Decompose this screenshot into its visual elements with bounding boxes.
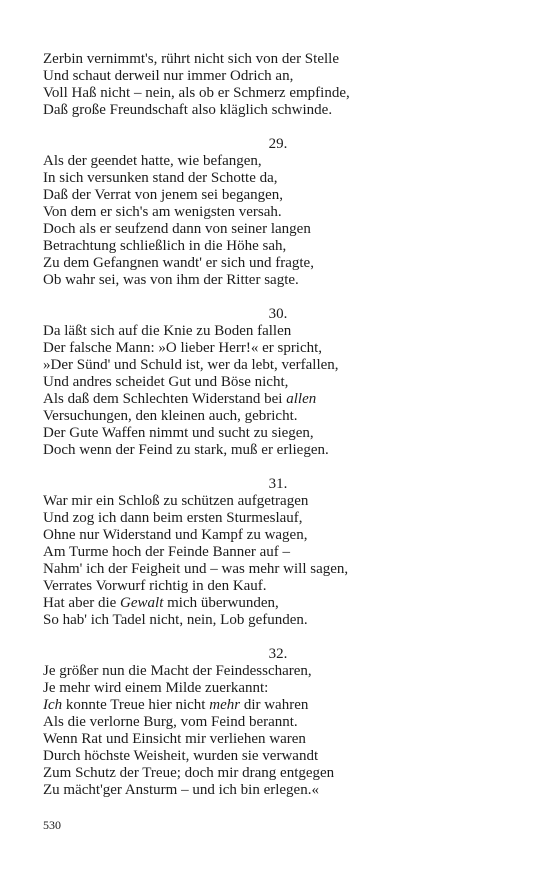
stanza-number: 30. (268, 306, 288, 322)
verse-line: Von dem er sich's am wenigsten versah. (43, 204, 282, 220)
verse-line: Zu dem Gefangnen wandt' er sich und fragte, (43, 255, 314, 271)
verse-line: Daß große Freundschaft also kläglich schwinde. (43, 102, 333, 118)
verse-line: So hab' ich Tadel nicht, nein, Lob gefunden. (43, 612, 308, 628)
stanza-30 (43, 306, 513, 459)
verse-line: Und zog ich dann beim ersten Sturmeslauf, (43, 510, 303, 526)
stanza-number: 31. (268, 476, 288, 492)
verse-line: Ob wahr sei, was von ihm der Ritter sagte. (43, 272, 299, 288)
verse-line: Zerbin vernimmt's, rührt nicht sich von der Stelle (43, 51, 339, 67)
verse-line: Ich konnte Treue hier nicht mehr dir wahren (43, 697, 309, 713)
verse-line: »Der Sünd' und Schuld ist, wer da lebt, verfallen, (43, 357, 339, 373)
verse-line: Doch wenn der Feind zu stark, muß er erliegen. (43, 442, 329, 458)
verse-line: In sich versunken stand der Schotte da, (43, 170, 278, 186)
verse-line: Da läßt sich auf die Knie zu Boden fallen (43, 323, 292, 339)
verse-line: Ohne nur Widerstand und Kampf zu wagen, (43, 527, 308, 543)
verse-line: Betrachtung schließlich in die Höhe sah, (43, 238, 287, 254)
page-number: 530 (43, 818, 61, 832)
verse-line: Als der geendet hatte, wie befangen, (43, 153, 262, 169)
stanza-31 (43, 476, 513, 629)
verse-line: Je mehr wird einem Milde zuerkannt: (43, 680, 269, 696)
stanza-28-continued (43, 51, 513, 119)
verse-line: Zum Schutz der Treue; doch mir drang entgegen (43, 765, 335, 781)
verse-line: Doch als er seufzend dann von seiner langen (43, 221, 311, 237)
verse-line: Versuchungen, den kleinen auch, gebricht. (43, 408, 298, 424)
stanza-29 (43, 136, 513, 289)
verse-line: Der falsche Mann: »O lieber Herr!« er spricht, (43, 340, 323, 356)
verse-line: Daß der Verrat von jenem sei begangen, (43, 187, 284, 203)
verse-line: Und andres scheidet Gut und Böse nicht, (43, 374, 289, 390)
verse-line: Als die verlorne Burg, vom Feind berannt. (43, 714, 298, 730)
verse-line: Wenn Rat und Einsicht mir verliehen waren (43, 731, 306, 747)
verse-line: Und schaut derweil nur immer Odrich an, (43, 68, 294, 84)
verse-line: Der Gute Waffen nimmt und sucht zu siegen, (43, 425, 314, 441)
stanza-32 (43, 646, 513, 799)
verse-line: Voll Haß nicht – nein, als ob er Schmerz empfinde, (43, 85, 350, 101)
verse-line: War mir ein Schloß zu schützen aufgetragen (43, 493, 309, 509)
verse-line: Verrates Vorwurf richtig in den Kauf. (43, 578, 267, 594)
verse-line: Am Turme hoch der Feinde Banner auf – (43, 544, 291, 560)
verse-line: Durch höchste Weisheit, wurden sie verwandt (43, 748, 319, 764)
verse-line: Hat aber die Gewalt mich überwunden, (43, 595, 279, 611)
verse-line: Je größer nun die Macht der Feindesscharen, (43, 663, 312, 679)
stanza-number: 32. (268, 646, 288, 662)
verse-line: Zu mächt'ger Ansturm – und ich bin erlegen.« (43, 782, 319, 798)
verse-line: Als daß dem Schlechten Widerstand bei allen (43, 391, 317, 407)
stanza-number: 29. (268, 136, 288, 152)
poem-text (43, 51, 513, 799)
verse-line: Nahm' ich der Feigheit und – was mehr will sagen, (43, 561, 349, 577)
